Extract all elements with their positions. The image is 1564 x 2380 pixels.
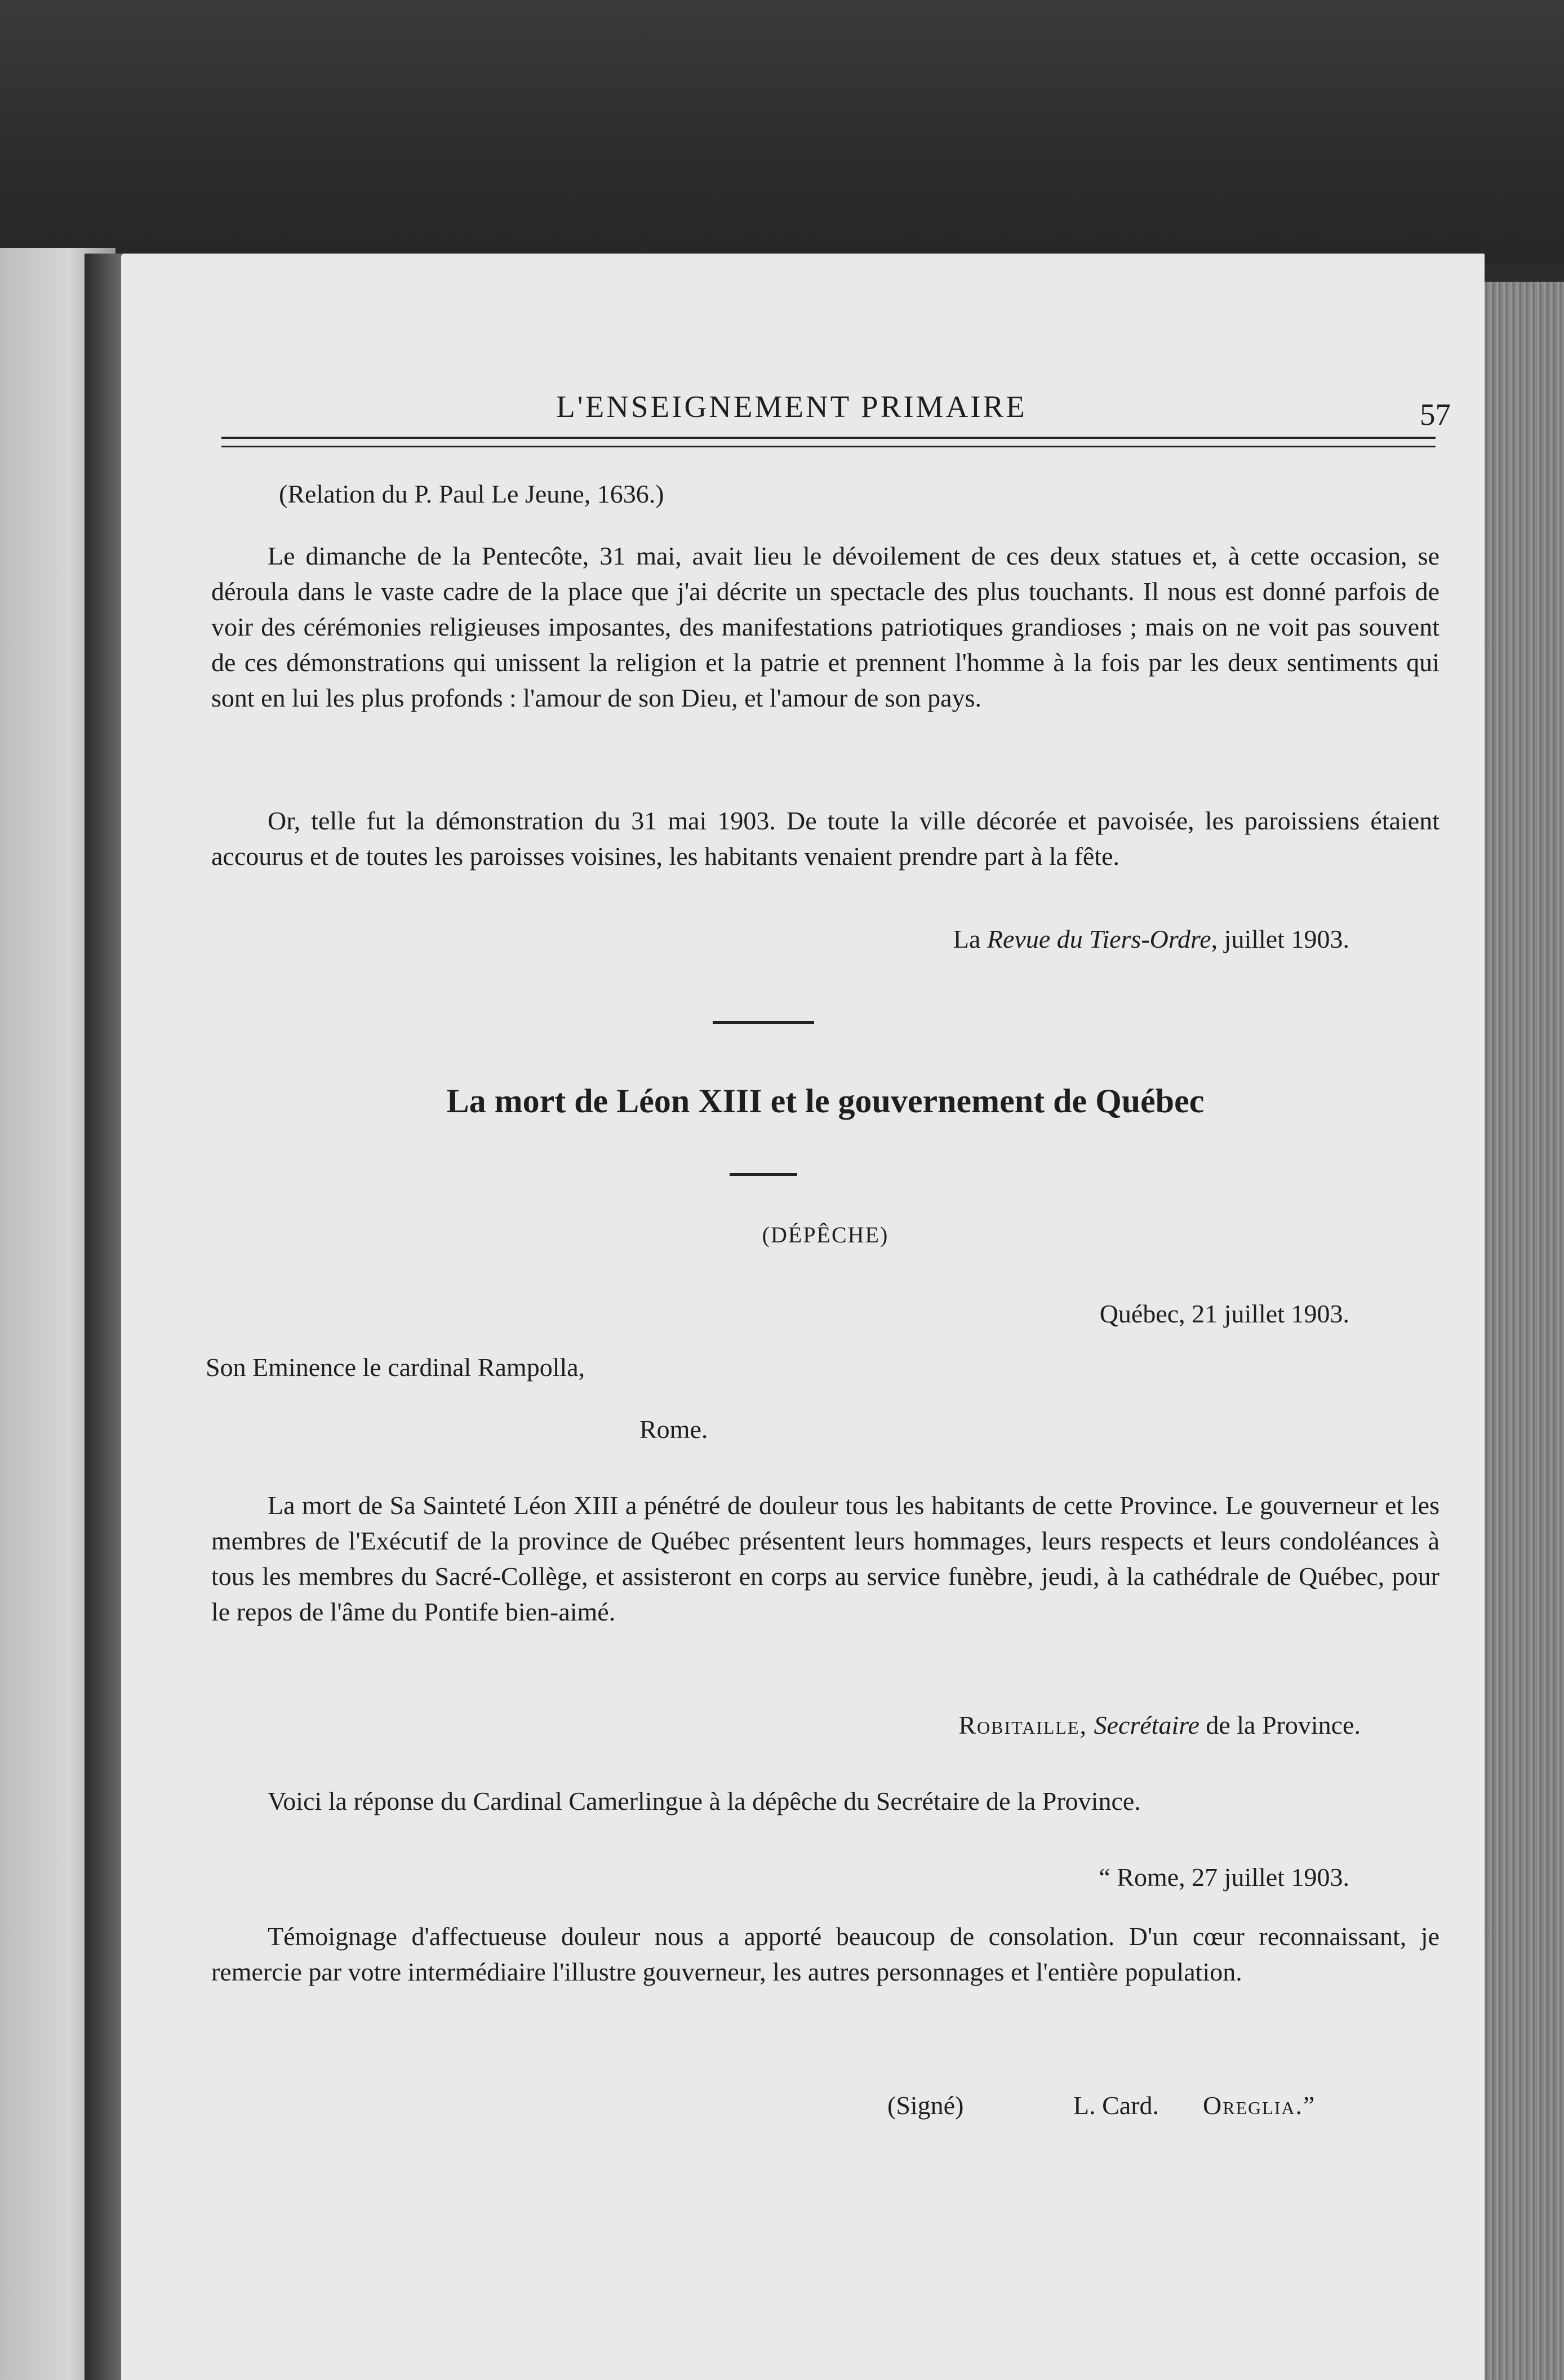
addressee-place: Rome. xyxy=(639,1415,708,1444)
reply-intro xyxy=(211,1783,1439,1819)
citation-prefix: La xyxy=(953,925,981,953)
message xyxy=(211,1488,1439,1629)
addressee: Son Eminence le cardinal Rampolla, xyxy=(206,1353,585,1382)
subheading: (DÉPÊCHE) xyxy=(762,1222,889,1247)
running-title: L'ENSEIGNEMENT PRIMAIRE xyxy=(556,389,1027,424)
citation-title: Revue du Tiers-Ordre xyxy=(987,925,1211,953)
article-heading: La mort de Léon XIII et le gouvernement de Québec xyxy=(446,1082,1205,1120)
heading-rule xyxy=(730,1173,797,1176)
signed-name: Oreglia.” xyxy=(1203,2091,1316,2120)
paragraph-2 xyxy=(211,803,1439,874)
signature xyxy=(211,1707,1361,1743)
scanner-background xyxy=(0,0,1564,265)
message-text: La mort de Sa Sainteté Léon XIII a pénétré de douleur tous les habitants de cette Province. Le gouverneur et les membres de l'Exécutif de la province de Québec présentent leurs hommages, leurs respects et leurs condoléances à tous les membres du Sacré-Collège, et assisteront en corps au service funèbre, jeudi, à la cathédrale de Québec, pour le repos de l'âme du Pontife bien-aimé. xyxy=(211,1491,1439,1626)
signed-label: (Signé) xyxy=(887,2091,964,2120)
paragraph-2-text: Or, telle fut la démonstration du 31 mai 1903. De toute la ville décorée et pavoisée, les paroissiens étaient accourus et de toutes les paroisses voisines, les habitants venaient prendre part à la fête. xyxy=(211,806,1439,871)
citation-suffix: , juillet 1903. xyxy=(1211,925,1349,953)
header-rule xyxy=(221,437,1436,447)
paragraph-1-text: Le dimanche de la Pentecôte, 31 mai, avait lieu le dévoilement de ces deux statues et, à cette occasion, se déroula dans le vaste cadre de la place que j'ai décrite un spectacle des plus touchants. Il nous est donné parfois de voir des cérémonies religieuses imposantes, des manifestations patriotiques grandioses ; mais on ne voit pas souvent de ces démonstrations qui unissent la religion et la patrie et prennent l'homme à la fois par les deux sentiments qui sont en lui les plus profonds : l'amour de son Dieu, et l'amour de son pays. xyxy=(211,541,1439,712)
reply xyxy=(211,1919,1439,1990)
signature-name: Robitaille, xyxy=(958,1711,1088,1739)
paragraph-1 xyxy=(211,538,1439,716)
page-stack-edges xyxy=(1482,282,1564,2380)
page-number: 57 xyxy=(1420,397,1451,432)
signed-name-prefix: L. Card. xyxy=(1073,2091,1159,2120)
reply-text: Témoignage d'affectueuse douleur nous a apporté beaucoup de consolation. D'un cœur reconnaissant, je remercie par votre intermédiaire l'illustre gouverneur, les autres personnages et l'entière population. xyxy=(211,1922,1439,1986)
signature-suffix: de la Province. xyxy=(1206,1711,1361,1739)
signature-title: Secrétaire xyxy=(1094,1711,1199,1739)
date-line: Québec, 21 juillet 1903. xyxy=(1099,1299,1349,1328)
reply-intro-text: Voici la réponse du Cardinal Camerlingue à la dépêche du Secrétaire de la Province. xyxy=(268,1787,1141,1815)
citation xyxy=(211,921,1349,957)
book-page xyxy=(121,254,1485,2380)
reply-date: “ Rome, 27 juillet 1903. xyxy=(1099,1863,1349,1891)
source-line: (Relation du P. Paul Le Jeune, 1636.) xyxy=(279,479,664,508)
section-divider xyxy=(713,1021,814,1024)
